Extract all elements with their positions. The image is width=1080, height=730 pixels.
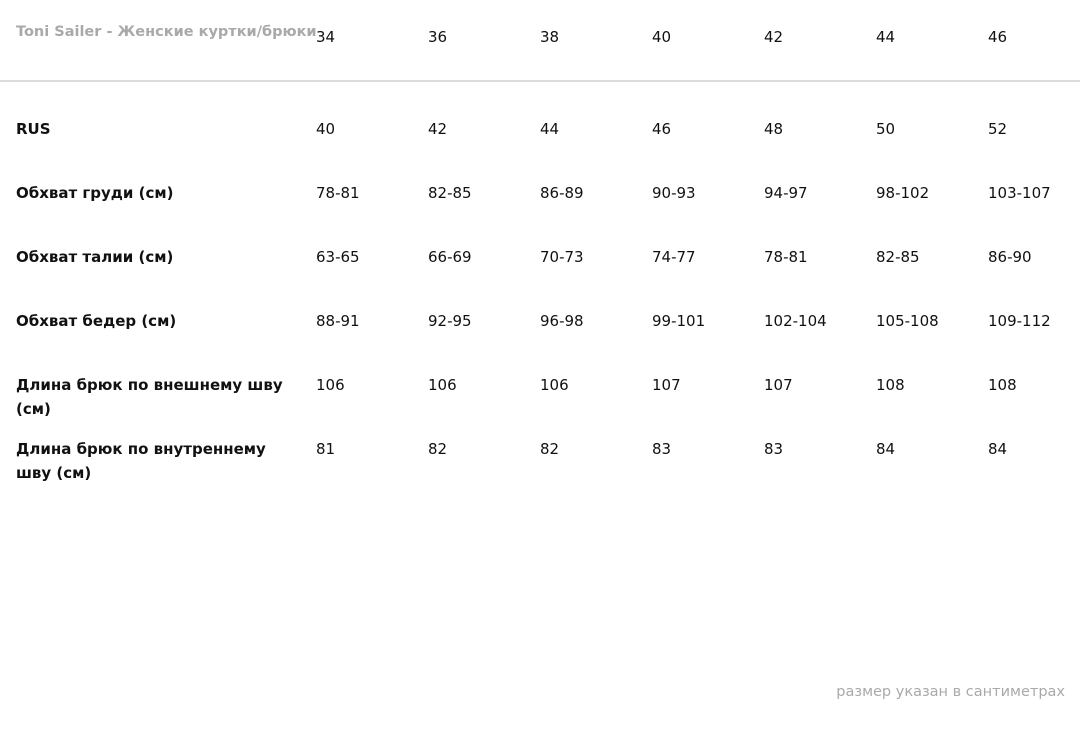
- table-cell: 106: [428, 376, 457, 394]
- units-footnote: размер указан в сантиметрах: [836, 684, 1065, 700]
- table-cell: 66-69: [428, 248, 472, 266]
- row-label: Обхват талии (см): [16, 248, 174, 266]
- size-header-cell: 46: [988, 28, 1008, 46]
- table-title: Toni Sailer - Женские куртки/брюки: [16, 24, 317, 40]
- table-cell: 102-104: [764, 312, 827, 330]
- table-cell: 107: [764, 376, 793, 394]
- table-cell: 44: [540, 120, 560, 138]
- table-cell: 106: [540, 376, 569, 394]
- table-cell: 63-65: [316, 248, 360, 266]
- table-cell: 82: [428, 440, 448, 458]
- table-cell: 108: [876, 376, 905, 394]
- size-header-cell: 42: [764, 28, 784, 46]
- table-cell: 106: [316, 376, 345, 394]
- table-cell: 86-90: [988, 248, 1032, 266]
- table-cell: 88-91: [316, 312, 360, 330]
- table-cell: 109-112: [988, 312, 1051, 330]
- row-label: Длина брюк по внешнему шву (см): [16, 376, 283, 418]
- table-cell: 83: [764, 440, 784, 458]
- table-cell: 81: [316, 440, 336, 458]
- table-cell: 96-98: [540, 312, 584, 330]
- table-cell: 74-77: [652, 248, 696, 266]
- table-cell: 99-101: [652, 312, 706, 330]
- size-header-cell: 34: [316, 28, 336, 46]
- size-header-cell: 38: [540, 28, 560, 46]
- size-header-cell: 44: [876, 28, 896, 46]
- table-row-waist: [0, 245, 1080, 309]
- row-label: RUS: [16, 120, 51, 138]
- table-cell: 107: [652, 376, 681, 394]
- table-cell: 70-73: [540, 248, 584, 266]
- row-label: Обхват груди (см): [16, 184, 174, 202]
- table-cell: 94-97: [764, 184, 808, 202]
- table-cell: 46: [652, 120, 672, 138]
- table-cell: 103-107: [988, 184, 1051, 202]
- table-cell: 78-81: [764, 248, 808, 266]
- table-header-row: [0, 0, 1080, 82]
- table-cell: 50: [876, 120, 896, 138]
- table-cell: 82-85: [876, 248, 920, 266]
- table-cell: 84: [876, 440, 896, 458]
- row-label: Обхват бедер (см): [16, 312, 177, 330]
- row-label: Длина брюк по внутреннему шву (см): [16, 440, 266, 482]
- table-cell: 40: [316, 120, 336, 138]
- table-cell: 42: [428, 120, 448, 138]
- table-cell: 83: [652, 440, 672, 458]
- table-row-outseam: [0, 373, 1080, 437]
- table-cell: 52: [988, 120, 1008, 138]
- size-header-cell: 40: [652, 28, 672, 46]
- table-row-hips: [0, 309, 1080, 373]
- table-cell: 98-102: [876, 184, 930, 202]
- table-cell: 86-89: [540, 184, 584, 202]
- table-cell: 78-81: [316, 184, 360, 202]
- table-cell: 92-95: [428, 312, 472, 330]
- size-header-cell: 36: [428, 28, 448, 46]
- table-cell: 108: [988, 376, 1017, 394]
- table-row-inseam: [0, 437, 1080, 501]
- table-row-rus: [0, 117, 1080, 181]
- table-cell: 84: [988, 440, 1008, 458]
- table-row-chest: [0, 181, 1080, 245]
- table-cell: 82: [540, 440, 560, 458]
- table-cell: 48: [764, 120, 784, 138]
- table-cell: 90-93: [652, 184, 696, 202]
- table-cell: 82-85: [428, 184, 472, 202]
- table-cell: 105-108: [876, 312, 939, 330]
